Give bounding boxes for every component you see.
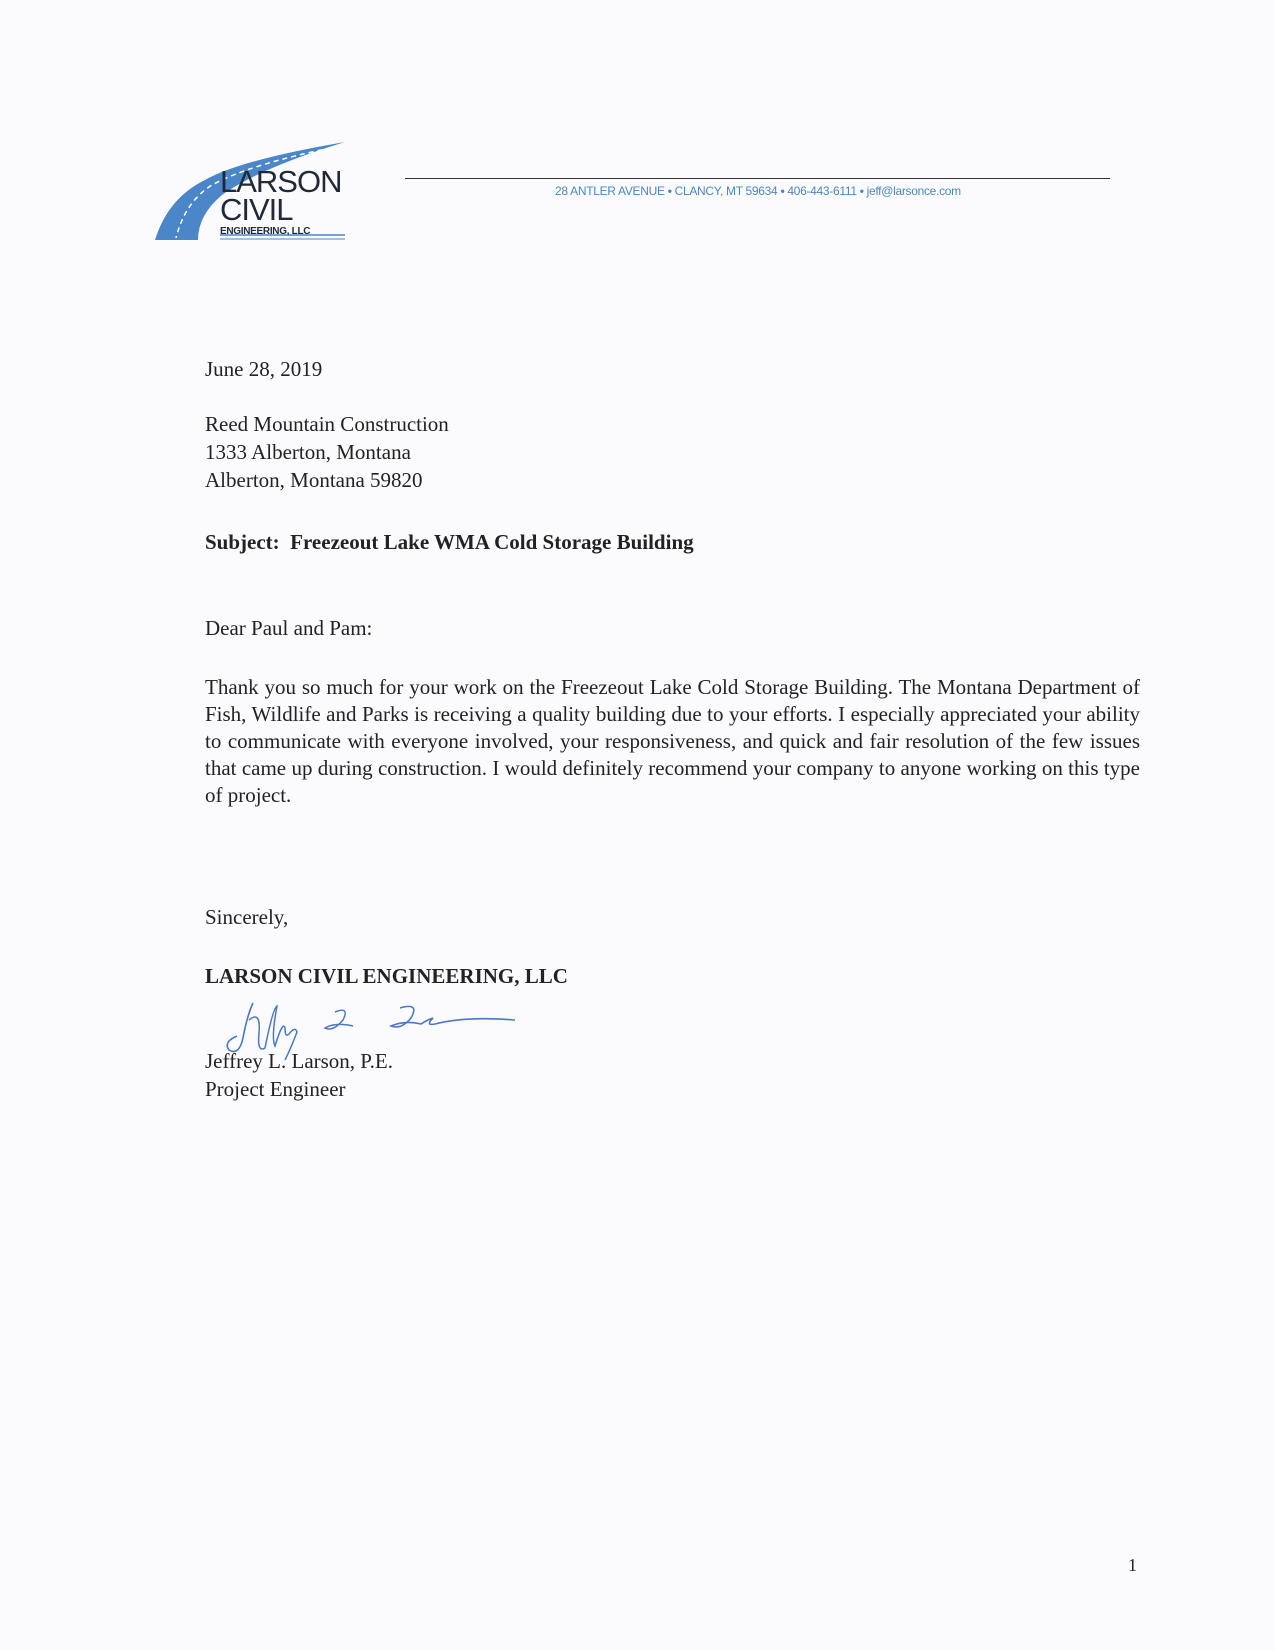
logo-larson: LARSON bbox=[220, 164, 342, 199]
letter-subject: Subject: Freezeout Lake WMA Cold Storage Building bbox=[205, 530, 694, 554]
signer-title: Project Engineer bbox=[205, 1077, 346, 1101]
signer-name: Jeffrey L. Larson, P.E. bbox=[205, 1049, 393, 1073]
signing-company: LARSON CIVIL ENGINEERING, LLC bbox=[205, 964, 568, 988]
header-contact-info bbox=[555, 184, 1115, 198]
header-divider bbox=[405, 178, 1110, 179]
company-phone: 406-443-6111 bbox=[787, 184, 857, 198]
page-number: 1 bbox=[1128, 1555, 1137, 1575]
separator: • bbox=[859, 184, 864, 198]
letter-date: June 28, 2019 bbox=[205, 357, 323, 381]
logo-text bbox=[220, 164, 342, 237]
recipient-address bbox=[205, 410, 449, 494]
company-address: 28 ANTLER AVENUE bbox=[555, 184, 665, 198]
separator: • bbox=[780, 184, 785, 198]
company-city: CLANCY, MT 59634 bbox=[674, 184, 778, 198]
separator: • bbox=[667, 184, 672, 198]
letterhead bbox=[150, 140, 1110, 260]
company-email[interactable]: jeff@larsonce.com bbox=[866, 184, 961, 198]
logo-civil: CIVIL bbox=[220, 192, 293, 227]
recipient-address-line2: 1333 Alberton, Montana bbox=[205, 440, 411, 464]
letter-closing: Sincerely, bbox=[205, 905, 289, 929]
letter-body: Thank you so much for your work on the Freezeout Lake Cold Storage Building. The Montana Department of Fish, Wildlife and Parks is receiving a quality building due to your efforts. I especially appreciated your ability to communicate with everyone involved, your responsiveness, and quick and fair resolution of the few issues that came up during construction. I would definitely recommend your company to anyone working on this type of project. bbox=[205, 675, 1140, 807]
recipient-name: Reed Mountain Construction bbox=[205, 412, 449, 436]
company-logo bbox=[150, 140, 370, 255]
logo-engineering: ENGINEERING, LLC bbox=[220, 226, 311, 237]
recipient-address-line3: Alberton, Montana 59820 bbox=[205, 468, 423, 492]
letter-salutation: Dear Paul and Pam: bbox=[205, 616, 373, 640]
